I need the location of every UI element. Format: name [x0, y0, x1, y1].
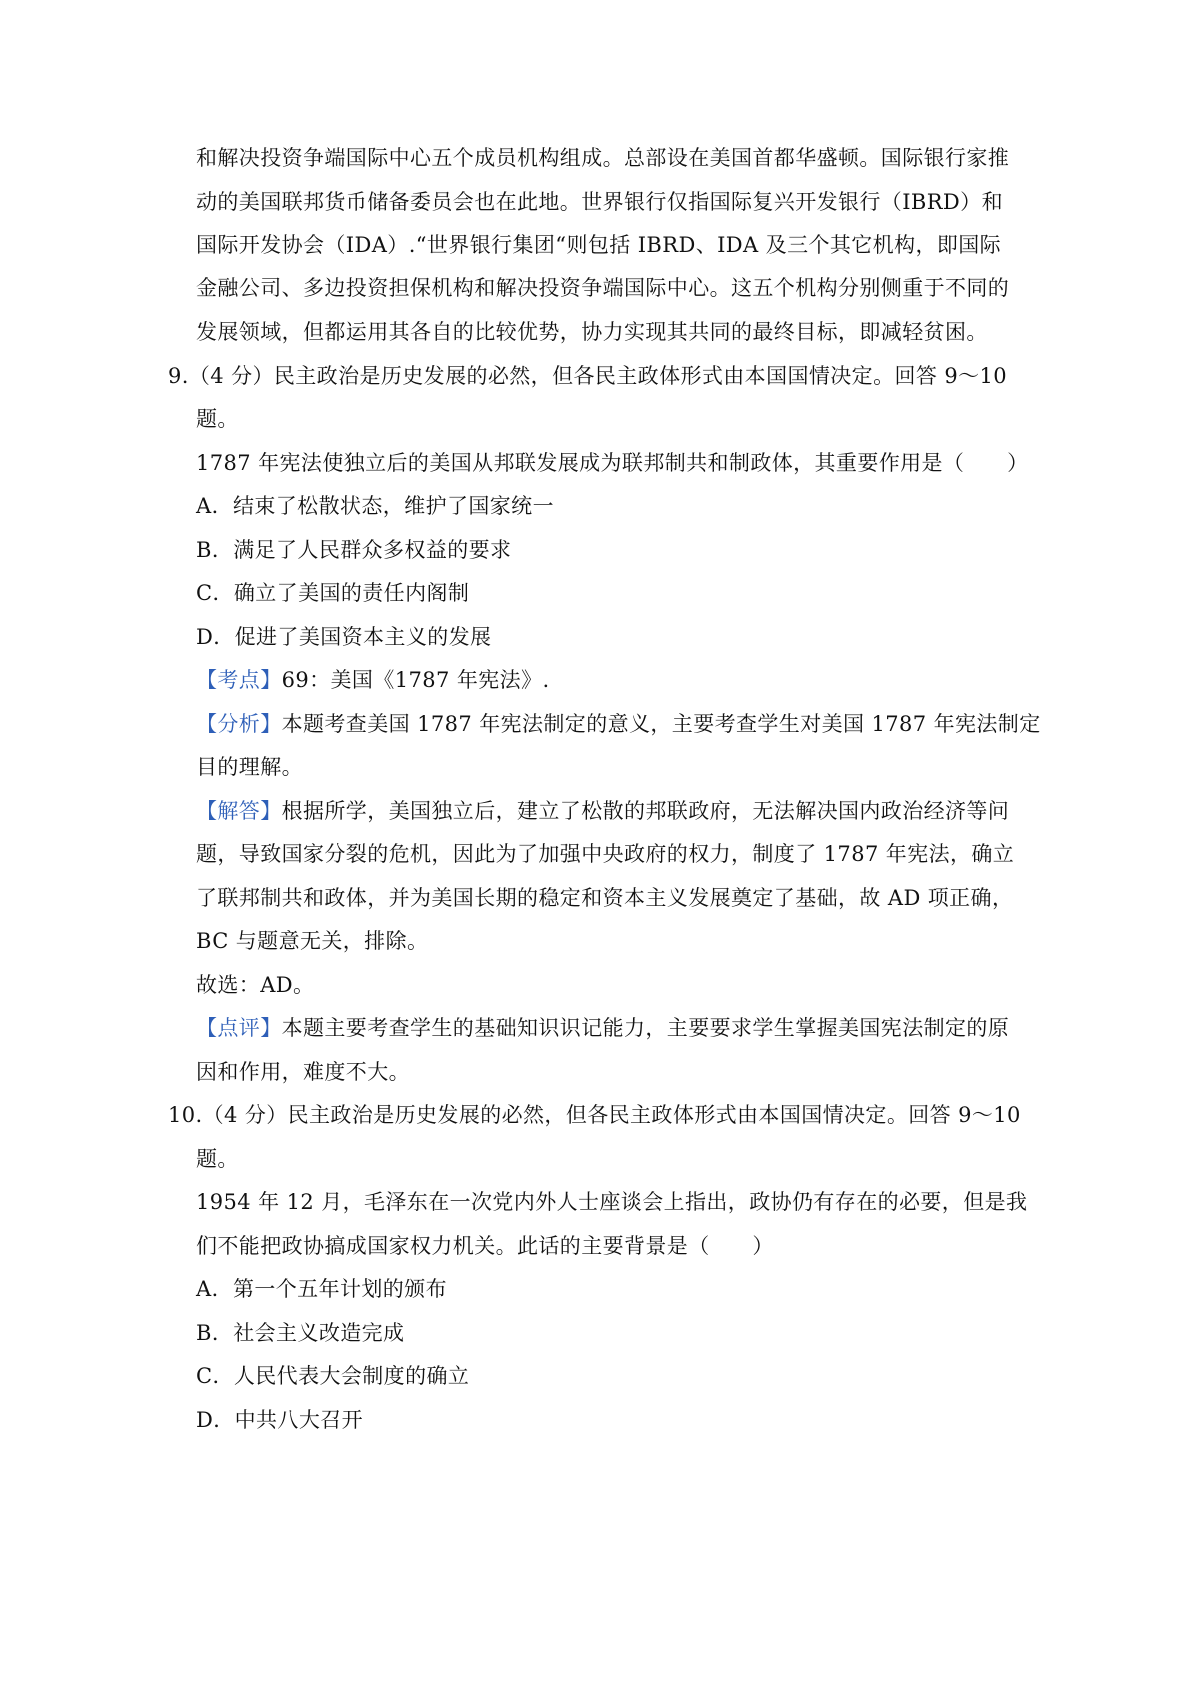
- q9-jieda-line-3: 了联邦制共和政体，并为美国长期的稳定和资本主义发展奠定了基础，故 AD 项正确，: [196, 886, 1014, 910]
- dianping-tag: 【点评】: [196, 1016, 282, 1040]
- q9-kaodian: [196, 665, 550, 695]
- q9-stem-line-2: 题。: [196, 407, 239, 431]
- q10-option-c: C．人民代表大会制度的确立: [196, 1364, 470, 1388]
- jieda-text: 根据所学，美国独立后，建立了松散的邦联政府，无法解决国内政治经济等问: [281, 799, 1010, 823]
- q9-question: 1787 年宪法使独立后的美国从邦联发展成为联邦制共和制政体，其重要作用是（ ）: [196, 451, 1029, 475]
- q9-fenxi: [196, 709, 1041, 739]
- dianping-text: 本题主要考查学生的基础知识识记能力，主要要求学生掌握美国宪法制定的原: [281, 1016, 1010, 1040]
- q9-dianping-cont: 因和作用，难度不大。: [196, 1060, 410, 1084]
- q10-option-b: B．社会主义改造完成: [196, 1321, 405, 1345]
- fenxi-tag: 【分析】: [196, 712, 282, 736]
- q10-stem-line-2: 题。: [196, 1147, 239, 1171]
- q10-option-a: A．第一个五年计划的颁布: [196, 1277, 447, 1301]
- q9-answer: 故选：AD。: [196, 973, 315, 997]
- kaodian-tag: 【考点】: [196, 668, 282, 692]
- q9-stem-line-1: 9.（4 分）民主政治是历史发展的必然，但各民主政体形式由本国国情决定。回答 9～10: [168, 364, 1008, 388]
- intro-line-3: 国际开发协会（IDA）.“世界银行集团“则包括 IBRD、IDA 及三个其它机构，即国际: [196, 233, 1002, 257]
- q10-question-line-2: 们不能把政协搞成国家权力机关。此话的主要背景是（ ）: [196, 1234, 774, 1258]
- q9-jieda: [196, 796, 1009, 826]
- intro-line-2: 动的美国联邦货币储备委员会也在此地。世界银行仅指国际复兴开发银行（IBRD）和: [196, 190, 1003, 214]
- jieda-tag: 【解答】: [196, 799, 282, 823]
- intro-line-5: 发展领域，但都运用其各自的比较优势，协力实现其共同的最终目标，即减轻贫困。: [196, 320, 988, 344]
- intro-line-1: 和解决投资争端国际中心五个成员机构组成。总部设在美国首都华盛顿。国际银行家推: [196, 146, 1010, 170]
- q9-jieda-line-2: 题，导致国家分裂的危机，因此为了加强中央政府的权力，制度了 1787 年宪法，确立: [196, 842, 1015, 866]
- q10-option-d: D．中共八大召开: [196, 1408, 364, 1432]
- q10-stem-line-1: 10.（4 分）民主政治是历史发展的必然，但各民主政体形式由本国国情决定。回答 9～10: [168, 1103, 1021, 1127]
- q9-jieda-line-4: BC 与题意无关，排除。: [196, 929, 429, 953]
- q9-option-d: D．促进了美国资本主义的发展: [196, 625, 492, 649]
- kaodian-text: 69：美国《1787 年宪法》.: [281, 668, 550, 692]
- q9-option-b: B．满足了人民群众多权益的要求: [196, 538, 512, 562]
- q9-option-a: A．结束了松散状态，维护了国家统一: [196, 494, 554, 518]
- q9-option-c: C．确立了美国的责任内阁制: [196, 581, 470, 605]
- fenxi-text: 本题考查美国 1787 年宪法制定的意义，主要考查学生对美国 1787 年宪法制定: [281, 712, 1041, 736]
- q9-fenxi-cont: 目的理解。: [196, 755, 303, 779]
- intro-line-4: 金融公司、多边投资担保机构和解决投资争端国际中心。这五个机构分别侧重于不同的: [196, 276, 1010, 300]
- q10-question-line-1: 1954 年 12 月，毛泽东在一次党内外人士座谈会上指出，政协仍有存在的必要，但是我: [196, 1190, 1028, 1214]
- q9-dianping: [196, 1013, 1009, 1043]
